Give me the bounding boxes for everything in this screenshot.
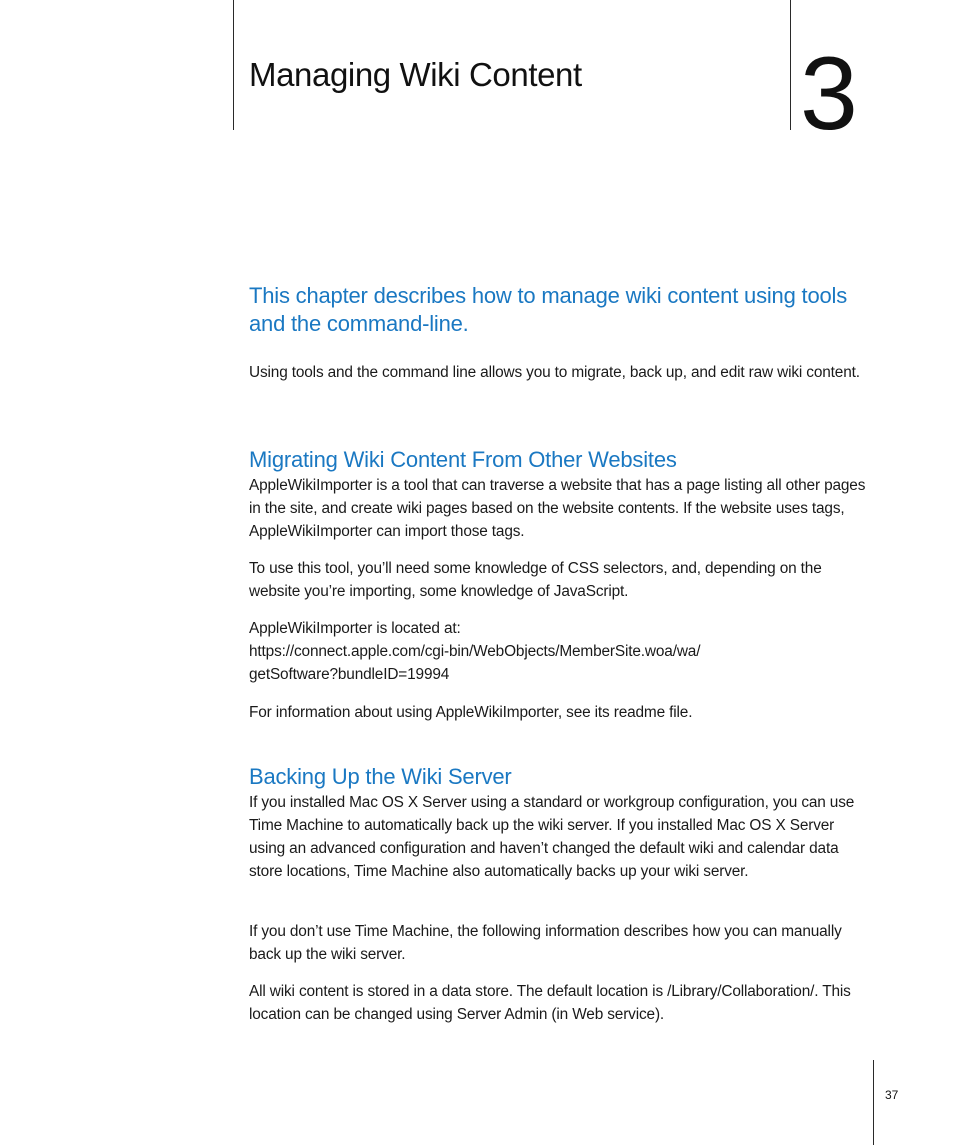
section-paragraph: If you don’t use Time Machine, the following information describes how you can manually back up the wiki server.: [249, 923, 842, 963]
section-heading-migrating: Migrating Wiki Content From Other Websites: [249, 447, 677, 472]
importer-url-line: getSoftware?bundleID=19994: [249, 666, 450, 683]
section-paragraph: To use this tool, you’ll need some knowledge of CSS selectors, and, depending on the website you’re importing, some knowledge of JavaScript.: [249, 560, 822, 600]
title-left-rule: [233, 0, 234, 130]
section-paragraph: AppleWikiImporter is a tool that can traverse a website that has a page listing all other pages in the site, and create wiki pages based on the website contents. If the website uses tags, AppleWikiImporter can import those tags.: [249, 477, 866, 540]
page-number-rule: [873, 1060, 874, 1145]
section-paragraph: For information about using AppleWikiImporter, see its readme file.: [249, 704, 693, 721]
intro-paragraph: Using tools and the command line allows you to migrate, back up, and edit raw wiki content.: [249, 364, 860, 381]
chapter-number: 3: [800, 36, 856, 152]
chapter-lead: This chapter describes how to manage wiki content using tools and the command-line.: [249, 283, 848, 336]
section-paragraph: All wiki content is stored in a data store. The default location is /Library/Collaboration/. This location can be changed using Server Admin (in Web service).: [249, 983, 851, 1023]
section-heading-backing-up: Backing Up the Wiki Server: [249, 764, 512, 789]
section-paragraph: If you installed Mac OS X Server using a standard or workgroup configuration, you can use Time Machine to automatically back up the wiki server. If you installed Mac OS X Server using an advanced configuration and haven’t changed the default wiki and calendar data store locations, Time Machine also automatically backs up your wiki server.: [249, 794, 855, 880]
importer-url-line: https://connect.apple.com/cgi-bin/WebObjects/MemberSite.woa/wa/: [249, 643, 701, 660]
section-paragraph: AppleWikiImporter is located at:: [249, 620, 461, 637]
page-number: 37: [885, 1088, 899, 1102]
page-content: [249, 0, 873, 1145]
chapter-title: Managing Wiki Content: [249, 56, 582, 93]
